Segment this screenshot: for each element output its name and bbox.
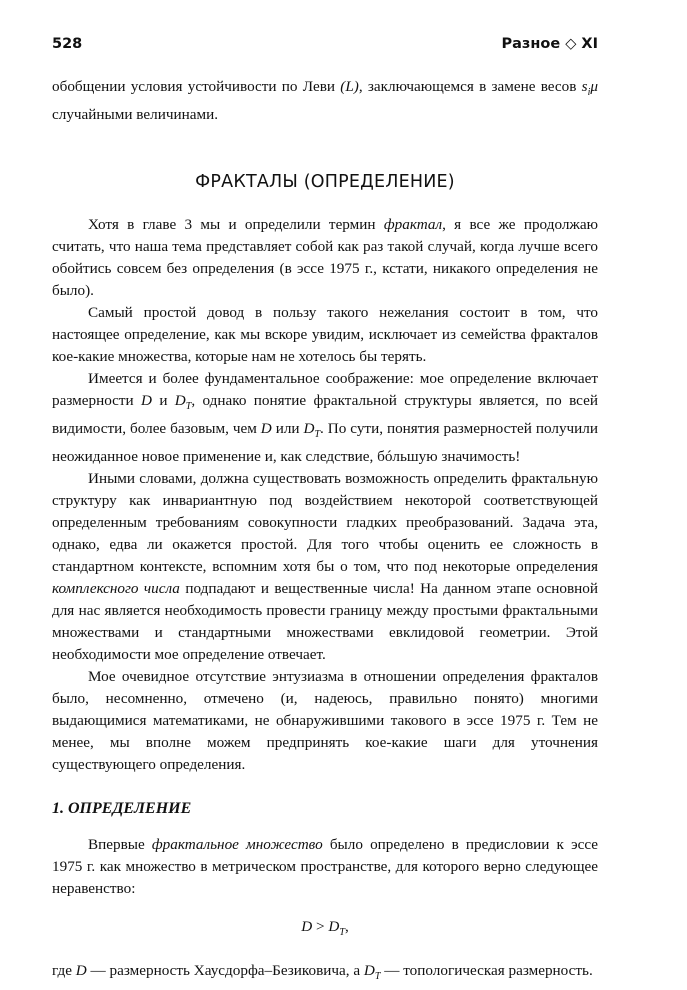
page-body (52, 76, 598, 988)
page-number: 528 (52, 36, 83, 52)
section-header: Разное ◇ XI (501, 36, 598, 52)
chapter-title: ФРАКТАЛЫ (ОПРЕДЕЛЕНИЕ) (195, 172, 455, 193)
paragraph-1: Хотя в главе 3 мы и определили термин фрактал, я все же продолжаю считать, что наша тема представляет собой как раз такой случай, когда лучше всего обойтись совсем без определения (в эссе 1975 г., кстати, никакого определения не было). (52, 216, 598, 300)
paragraph-6: Впервые фрактальное множество было определено в предисловии к эссе 1975 г. как множество в метрическом пространстве, для которого верно следующее неравенство: (52, 836, 599, 898)
equation: $D > D_T$, (301, 918, 349, 939)
paragraph-2: Самый простой довод в пользу такого нежелания состоит в том, что настоящее определение, как мы вскоре увидим, исключает из семейства фракталов кое-какие множества, которые нам не хотелось бы терять. (52, 304, 598, 366)
running-header (52, 36, 598, 56)
paragraph-4: Иными словами, должна существовать возможность определить фрактальную структуру как инвариантную под воздействием некоторой соответствующей определенным требованиям совокупности гладких преобразований. Задача эта, однако, едва ли окажется простой. Для того чтобы оценить ее сложность в стандартном контексте, вспомним хотя бы о том, что под некоторые определения комплексного числа подпадают и вещественные числа! На данном этапе основной для нас является необходимость провести границу между простыми фрактальными множествами и стандартными множествами евклидовой геометрии. Этой необходимости мое определение отвечает. (52, 470, 598, 664)
section-heading: 1. ОПРЕДЕЛЕНИЕ (52, 800, 192, 818)
paragraph-5: Мое очевидное отсутствие энтузиазма в отношении определения фракталов было, несомненно, отмечено (и, надеюсь, правильно понято) многими выдающимися математиками, не обнаружившими такового в эссе 1975 г. Тем не менее, мы вполне можем предпринять кое-какие шаги для уточнения существующего определения. (52, 668, 598, 774)
paragraph-7: где D — размерность Хаусдорфа–Безиковича, а $D_T$ — топологическая размерность. (52, 962, 593, 983)
intro-paragraph: обобщении условия устойчивости по Леви (L), заключающемся в замене весов $s_i\mu$ случайными величинами. (52, 78, 598, 124)
paragraph-3: Имеется и более фундаментальное соображение: мое определение включает размерности D и $D_T$, однако понятие фрактальной структуры является, по всей видимости, более базовым, чем D или $D_T$. По сути, понятия размерностей получили неожиданное новое применение и, как следствие, бóльшую значимость! (52, 370, 599, 466)
